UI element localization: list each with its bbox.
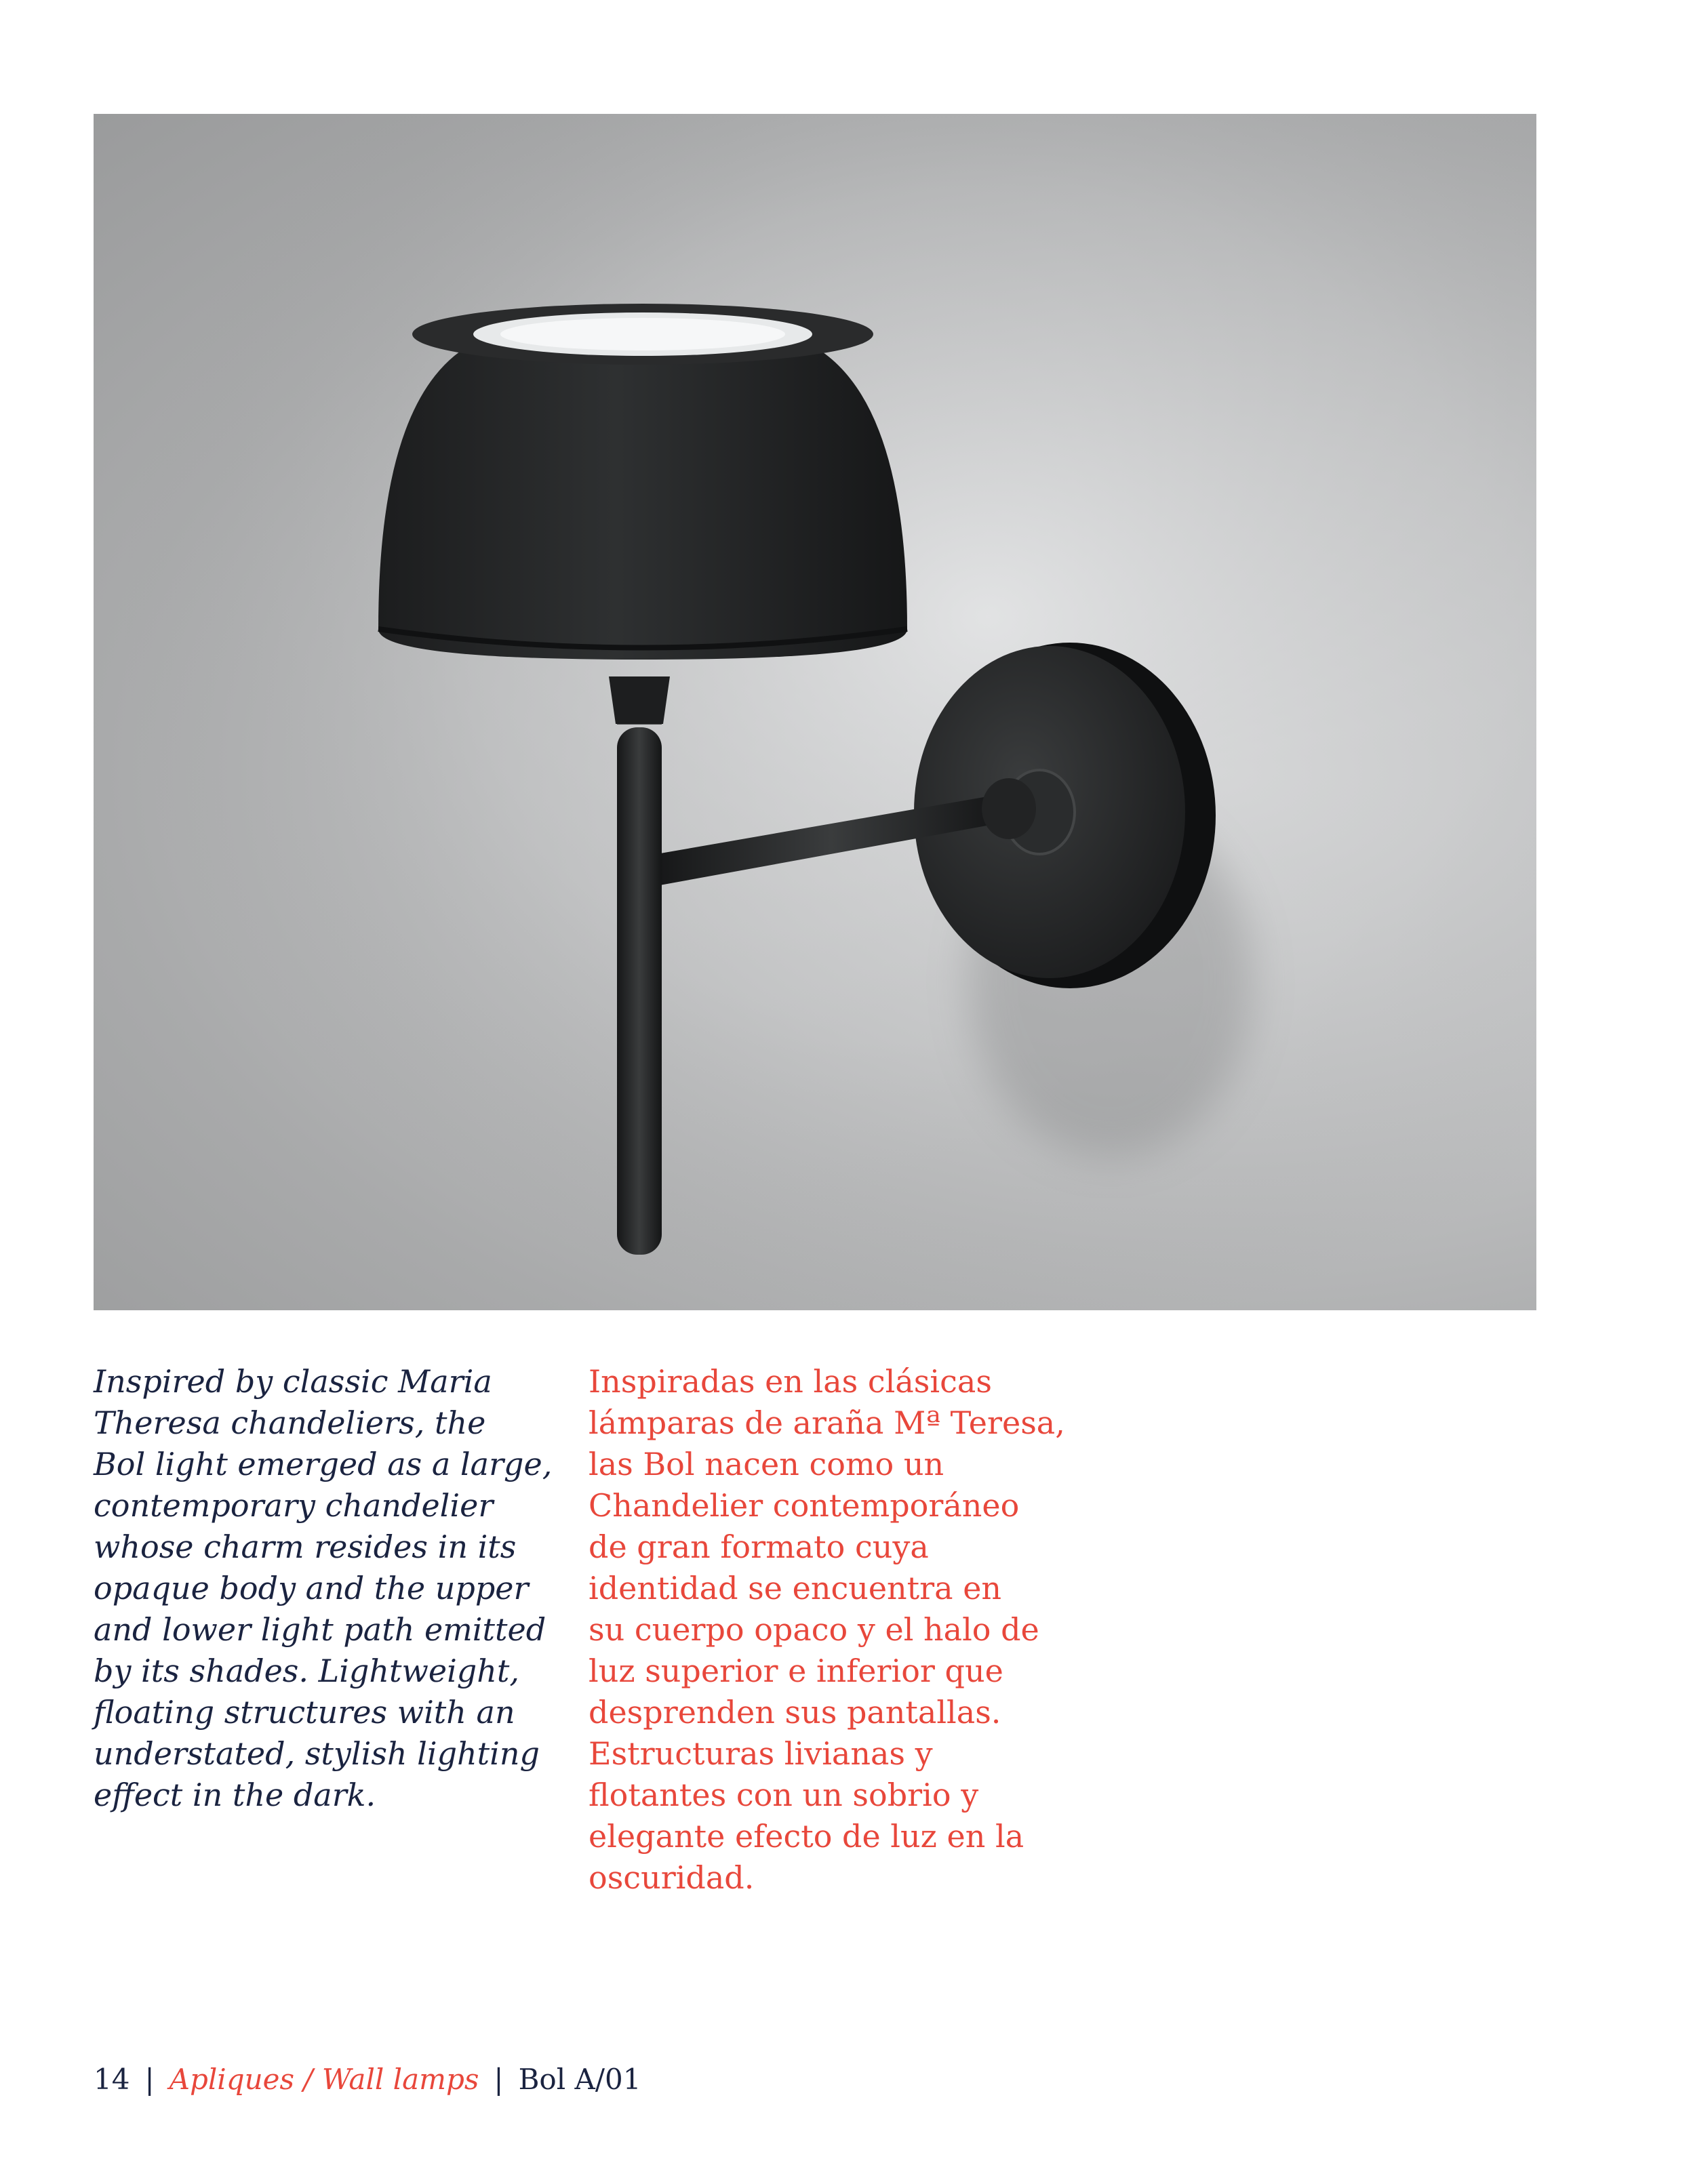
- footer-separator: |: [494, 2063, 504, 2096]
- page-number: 14: [94, 2063, 130, 2096]
- wall-lamp-image: [94, 114, 1536, 1310]
- footer-separator: |: [144, 2063, 155, 2096]
- text-line: Estructuras livianas y: [589, 1735, 933, 1772]
- text-line: lámparas de araña Mª Teresa,: [589, 1404, 1065, 1441]
- text-line: flotantes con un sobrio y: [589, 1777, 979, 1813]
- text-line: Inspired by classic Maria: [94, 1363, 492, 1400]
- description-spanish: [589, 1361, 1065, 1899]
- text-line: opaque body and the upper: [94, 1570, 529, 1606]
- product-photo: [94, 114, 1536, 1310]
- page-footer: [94, 2061, 641, 2099]
- text-line: de gran formato cuya: [589, 1529, 929, 1565]
- text-line: identidad se encuentra en: [589, 1570, 1002, 1606]
- text-line: las Bol nacen como un: [589, 1446, 944, 1482]
- text-line: Theresa chandeliers, the: [94, 1404, 486, 1441]
- text-line: luz superior e inferior que: [589, 1653, 1003, 1689]
- product-code: Bol A/01: [518, 2063, 641, 2096]
- section-title: Apliques / Wall lamps: [169, 2063, 479, 2096]
- text-line: Inspiradas en las clásicas: [589, 1363, 992, 1400]
- text-line: whose charm resides in its: [94, 1529, 517, 1565]
- text-line: effect in the dark.: [94, 1777, 376, 1813]
- text-line: Bol light emerged as a large,: [94, 1446, 553, 1482]
- text-line: oscuridad.: [589, 1859, 755, 1896]
- description-english: [94, 1361, 553, 1816]
- text-line: su cuerpo opaco y el halo de: [589, 1611, 1039, 1648]
- text-line: Chandelier contemporáneo: [589, 1487, 1020, 1524]
- text-line: and lower light path emitted: [94, 1611, 546, 1648]
- text-line: contemporary chandelier: [94, 1487, 494, 1524]
- text-line: understated, stylish lighting: [94, 1735, 540, 1772]
- text-line: by its shades. Lightweight,: [94, 1653, 519, 1689]
- text-line: elegante efecto de luz en la: [589, 1818, 1024, 1855]
- text-line: floating structures with an: [94, 1694, 515, 1731]
- text-line: desprenden sus pantallas.: [589, 1694, 1001, 1731]
